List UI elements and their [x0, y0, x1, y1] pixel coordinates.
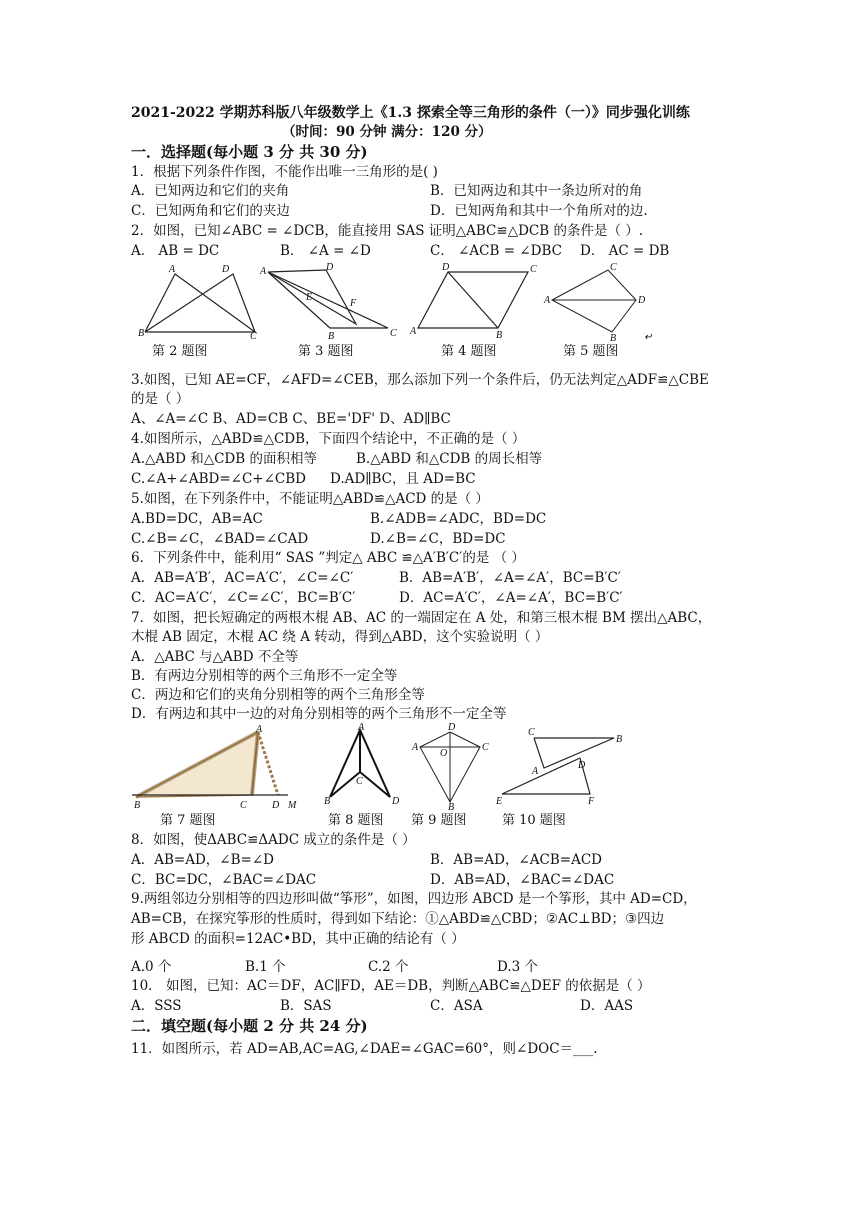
- caption-fig7: 第 7 题图: [160, 813, 216, 828]
- q3-stem-line2: 的是（ ）: [131, 391, 190, 407]
- label-d: D: [448, 722, 456, 733]
- figure-q5: [540, 262, 660, 342]
- label-a: A: [544, 295, 551, 306]
- q10-option-d: D．AAS: [580, 998, 634, 1014]
- section2-heading: 二．填空题(每小题 2 分 共 24 分): [131, 1017, 368, 1035]
- q9-line1: 9.两组邻边分别相等的四边形叫做“筝形”，如图，四边形 ABCD 是一个筝形，其中 AD=CD，: [131, 891, 697, 907]
- q2-option-d: D． AC = DB: [580, 243, 670, 259]
- q4-option-a: A.△ABD 和△CDB 的面积相等: [131, 451, 317, 467]
- label-b: B: [324, 796, 331, 807]
- label-c: C: [610, 262, 617, 273]
- label-c: C: [390, 328, 397, 339]
- caption-fig4: 第 4 题图: [441, 344, 497, 359]
- q2-stem: 2．如图，已知∠ABC = ∠DCB，能直接用 SAS 证明△ABC≌△DCB 的条件是（ ）.: [131, 223, 644, 239]
- label-b: B: [328, 331, 335, 342]
- label-c: C: [528, 727, 535, 738]
- q5-option-a: A.BD=DC，AB=AC: [131, 511, 263, 527]
- q10-stem: 10． 如图，已知：AC＝DF，AC∥FD，AE＝DB，判断△ABC≌△DEF 的依据是（ ）: [131, 978, 651, 994]
- q9-option-b: B.1 个: [245, 959, 286, 975]
- worksheet-title: 2021-2022 学期苏科版八年级数学上《1.3 探索全等三角形的条件（一）》同步强化训练: [131, 105, 690, 121]
- q10-option-b: B．SAS: [280, 998, 332, 1014]
- figure-q8: [322, 722, 407, 812]
- figure-q7: [128, 722, 308, 812]
- figure-q2: [135, 262, 265, 342]
- label-c: C: [482, 742, 489, 753]
- label-a: A: [410, 326, 417, 337]
- q6-option-d: D．AC=A′C′，∠A=∠A′，BC=B′C′: [399, 590, 623, 606]
- q5-stem: 5.如图，在下列条件中，不能证明△ABD≌△ACD 的是（ ）: [131, 491, 489, 507]
- label-a: A: [358, 722, 365, 733]
- q11-stem: 11．如图所示，若 AD=AB,AC=AG,∠DAE=∠GAC=60°，则∠DOC＝___.: [131, 1041, 598, 1057]
- label-b: B: [496, 330, 503, 341]
- q1-stem: 1．根据下列条件作图，不能作出唯一三角形的是( ): [131, 164, 438, 180]
- q4-stem: 4.如图所示，△ABD≌△CDB，下面四个结论中，不正确的是（ ）: [131, 431, 526, 447]
- q5-option-c: C.∠B=∠C，∠BAD=∠CAD: [131, 531, 309, 547]
- caption-fig2: 第 2 题图: [152, 344, 208, 359]
- label-m: M: [288, 800, 297, 811]
- label-d: D: [442, 262, 450, 273]
- q4-option-c: C.∠A+∠ABD=∠C+∠CBD: [131, 471, 306, 487]
- label-e: E: [496, 796, 503, 807]
- q2-option-c: C． ∠ACB = ∠DBC: [430, 243, 562, 259]
- label-d: D: [326, 262, 334, 273]
- q9-option-a: A.0 个: [131, 959, 172, 975]
- q7-stem-line2: 木棍 AB 固定，木棍 AC 绕 A 转动，得到△ABD，这个实验说明（ ）: [131, 629, 549, 645]
- q10-option-a: A．SSS: [131, 998, 182, 1014]
- caption-fig5: 第 5 题图: [563, 344, 619, 359]
- label-d: D: [222, 264, 230, 275]
- label-a: A: [169, 264, 176, 275]
- q1-option-c: C．已知两角和它们的夹边: [131, 203, 290, 219]
- label-d: D: [638, 295, 646, 306]
- label-f: F: [350, 298, 357, 309]
- q5-option-d: D.∠B=∠C，BD=DC: [370, 531, 506, 547]
- return-mark-icon: ↵: [644, 332, 653, 343]
- q1-option-d: D．已知两角和其中一个角所对的边.: [430, 203, 648, 219]
- q1-option-a: A．已知两边和它们的夹角: [131, 183, 290, 199]
- label-a: A: [256, 724, 263, 735]
- label-d: D: [272, 800, 280, 811]
- figure-q3: [258, 262, 403, 342]
- q6-option-c: C．AC=A′C′，∠C=∠C′，BC=B′C′: [131, 590, 356, 606]
- caption-fig9: 第 9 题图: [411, 813, 467, 828]
- label-a: A: [532, 766, 539, 777]
- q2-option-a: A． AB = DC: [131, 243, 220, 259]
- q6-option-a: A．AB=A′B′，AC=A′C′，∠C=∠C′: [131, 570, 354, 586]
- label-f: F: [588, 796, 595, 807]
- q8-option-c: C．BC=DC，∠BAC=∠DAC: [131, 872, 317, 888]
- q9-line2: AB=CB，在探究筝形的性质时，得到如下结论：①△ABD≌△CBD；②AC⊥BD；③四边: [131, 911, 665, 927]
- q7-option-a: A．△ABC 与△ABD 不全等: [131, 649, 299, 665]
- q1-option-b: B．已知两边和其中一条边所对的角: [430, 183, 643, 199]
- q9-line3: 形 ABCD 的面积=12AC•BD，其中正确的结论有（ ）: [131, 931, 465, 947]
- label-c: C: [356, 776, 363, 787]
- figure-q9: [410, 722, 503, 813]
- q8-option-d: D．AB=AD，∠BAC=∠DAC: [430, 872, 615, 888]
- section1-heading: 一．选择题(每小题 3 分 共 30 分): [131, 143, 368, 161]
- label-o: O: [440, 748, 448, 759]
- q8-option-a: A．AB=AD，∠B=∠D: [131, 852, 274, 868]
- q4-option-b: B.△ABD 和△CDB 的周长相等: [356, 451, 543, 467]
- q6-option-b: B．AB=A′B′，∠A=∠A′，BC=B′C′: [399, 570, 621, 586]
- q5-option-b: B.∠ADB=∠ADC，BD=DC: [370, 511, 547, 527]
- label-c: C: [250, 331, 257, 342]
- q3-options: A、∠A=∠C B、AD=CB C、BE='DF' D、AD∥BC: [131, 411, 451, 427]
- label-b: B: [616, 734, 623, 745]
- q10-option-c: C．ASA: [430, 998, 483, 1014]
- q8-option-b: B．AB=AD，∠ACB=ACD: [430, 852, 602, 868]
- q7-stem-line1: 7．如图，把长短确定的两根木棍 AB、AC 的一端固定在 A 处，和第三根木棍 BM 摆出△ABC，: [131, 610, 712, 626]
- figure-q4: [408, 262, 538, 342]
- q7-option-c: C．两边和它们的夹角分别相等的两个三角形全等: [131, 687, 425, 703]
- q3-stem-line1: 3.如图，已知 AE=CF，∠AFD=∠CEB，那么添加下列一个条件后，仍无法判定△ADF≌△CBE: [131, 372, 709, 388]
- label-c: C: [240, 800, 247, 811]
- label-a: A: [412, 742, 419, 753]
- label-a: A: [260, 266, 267, 277]
- caption-fig10: 第 10 题图: [502, 813, 566, 828]
- figure-q10: [492, 722, 637, 812]
- q9-option-d: D.3 个: [497, 959, 539, 975]
- label-b: B: [448, 802, 455, 813]
- caption-fig8: 第 8 题图: [328, 813, 384, 828]
- label-b: B: [134, 800, 141, 811]
- caption-fig3: 第 3 题图: [298, 344, 354, 359]
- q6-stem: 6．下列条件中，能利用“ SAS ”判定△ ABC ≌△A′B′C′的是 （ ）: [131, 550, 525, 566]
- q4-option-d: D.AD∥BC，且 AD=BC: [330, 471, 476, 487]
- q7-option-d: D．有两边和其中一边的对角分别相等的两个三角形不一定全等: [131, 706, 507, 722]
- q9-option-c: C.2 个: [368, 959, 409, 975]
- label-d: D: [578, 760, 586, 771]
- label-d: D: [392, 796, 400, 807]
- q8-stem: 8．如图，使ΔABC≌ΔADC 成立的条件是（ ）: [131, 832, 416, 848]
- worksheet-subtitle: （时间：90 分钟 满分：120 分）: [282, 124, 492, 140]
- label-c: C: [530, 264, 537, 275]
- q7-option-b: B．有两边分别相等的两个三角形不一定全等: [131, 668, 398, 684]
- label-b: B: [610, 333, 617, 344]
- q2-option-b: B． ∠A = ∠D: [280, 243, 371, 259]
- label-b: B: [138, 328, 145, 339]
- label-e: E: [306, 292, 313, 303]
